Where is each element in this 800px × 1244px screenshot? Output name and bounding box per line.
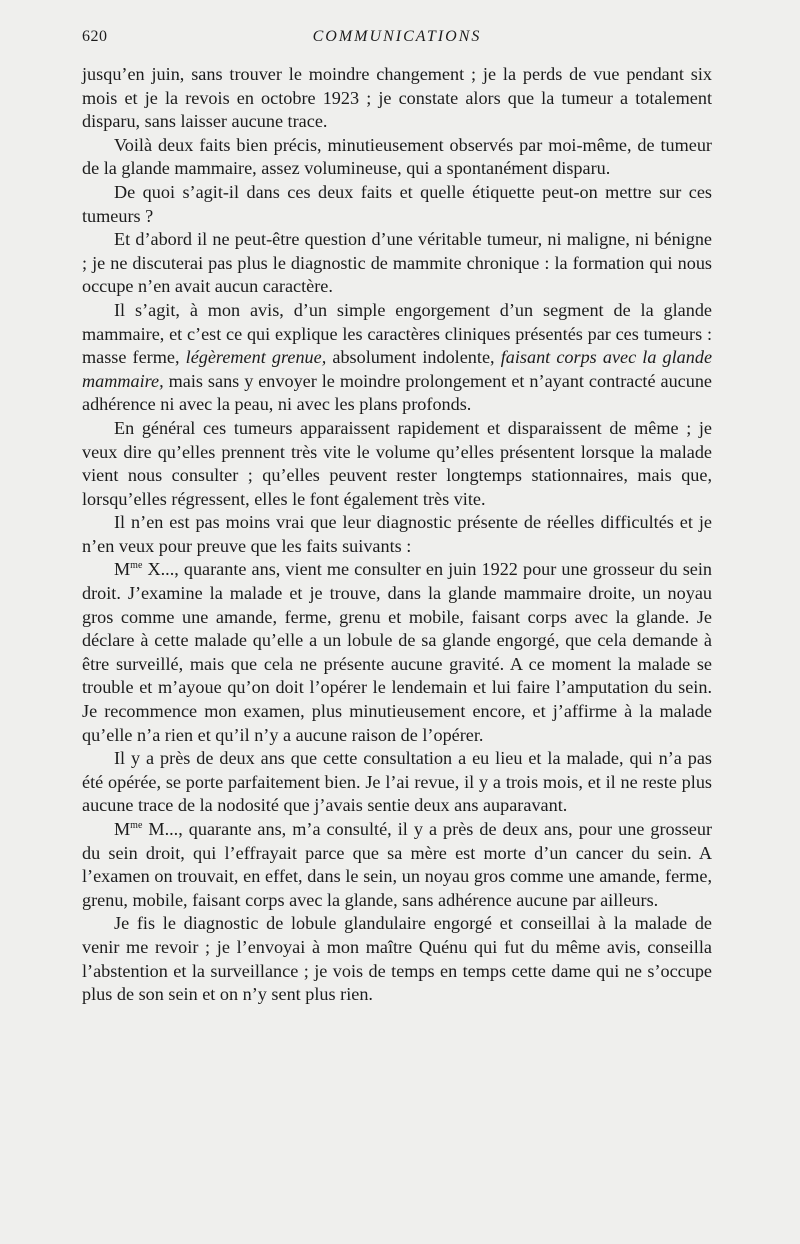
paragraph bbox=[82, 558, 712, 747]
paragraph: Il y a près de deux ans que cette consultation a eu lieu et la malade, qui n’a pas été opérée, se porte parfaitement bien. Je l’ai revue, il y a trois mois, et il ne reste plus aucune trace de la nodosité que j’avais sentie deux ans auparavant. bbox=[82, 748, 712, 816]
honorific-superscript: me bbox=[130, 560, 143, 572]
paragraph: Il n’en est pas moins vrai que leur diagnostic présente de réelles difficultés et je n’en veux pour preuve que les faits suivants : bbox=[82, 512, 712, 556]
paragraph-text: mais sans y envoyer le moindre prolongement et n’ayant contracté aucune adhérence ni avec la peau, ni avec les plans profonds. bbox=[82, 370, 712, 415]
running-title: COMMUNICATIONS bbox=[312, 28, 482, 45]
paragraph-text: absolument indolente, bbox=[332, 347, 495, 368]
italic-phrase: faisant corps avec la glande mammaire, bbox=[82, 347, 713, 391]
honorific-superscript: me bbox=[130, 820, 143, 831]
paragraph-text: Il s’agit, à mon avis, d’un simple engorgement d’un segment de la glande mammaire, et c’est ce qui explique les caractères cliniques présentés par ces tumeurs : masse ferme, bbox=[82, 299, 712, 368]
paragraph bbox=[82, 818, 712, 912]
paragraph: En général ces tumeurs apparaissent rapidement et disparaissent de même ; je veux dire qu’elles prennent très vite le volume qu’elles présentent lorsque la malade vient nous consulter ; qu’elles peuvent rester longtemps stationnaires, mais que, lorsqu’elles régressent, elles le font également très vite. bbox=[82, 417, 712, 509]
honorific: M bbox=[114, 559, 131, 580]
paragraph-text: X..., quarante ans, vient me consulter en juin 1922 pour une grosseur du sein droit. J’examine la malade et je trouve, dans la glande mammaire droite, un noyau gros comme une amande, ferme, grenu et mobile, faisant corps avec la glande. Je déclare à cette malade qu’elle a un lobule de sa glande engorgé, que cela demande à être surveillé, mais que cela ne présente aucune gravité. A ce moment la malade se trouble et m’ayoue qu’on doit l’opérer le lendemain et lui faire l’amputation du sein. Je recommence mon examen, plus minutieusement encore, et j’affirme à la malade qu’elle n’a rien et qu’il n’y a aucune raison de l’opérer. bbox=[82, 559, 712, 745]
page-header bbox=[82, 22, 712, 50]
paragraph: Voilà deux faits bien précis, minutieusement observés par moi-même, de tumeur de la glande mammaire, assez volumineuse, qui a spontanément disparu. bbox=[82, 134, 712, 179]
paragraph: De quoi s’agit-il dans ces deux faits et quelle étiquette peut-on mettre sur ces tumeurs ? bbox=[82, 181, 712, 226]
paragraph: jusqu’en juin, sans trouver le moindre changement ; je la perds de vue pendant six mois et je la revois en octobre 1923 ; je constate alors que la tumeur a totalement disparu, sans laisser aucune trace. bbox=[82, 64, 712, 132]
body-text bbox=[82, 63, 712, 1007]
paragraph: Je fis le diagnostic de lobule glandulaire engorgé et conseillai à la malade de venir me revoir ; je l’envoyai à mon maître Quénu qui fut du même avis, conseilla l’abstention et la surveillance ; je vois de temps en temps cette dame qui ne s’occupe plus de son sein et on n’y sent plus rien. bbox=[82, 913, 712, 1005]
paragraph: Et d’abord il ne peut-être question d’une véritable tumeur, ni maligne, ni bénigne ; je ne discuterai pas plus le diagnostic de mammite chronique : la formation qui nous occupe n’en avait aucun caractère. bbox=[82, 229, 712, 297]
honorific: M bbox=[114, 819, 131, 839]
page-number: 620 bbox=[82, 28, 108, 45]
italic-phrase: légèrement grenue, bbox=[185, 347, 327, 368]
paragraph bbox=[82, 299, 712, 417]
paragraph-text: M..., quarante ans, m’a consulté, il y a près de deux ans, pour une grosseur du sein droit, qui l’effrayait parce que sa mère est morte d’un cancer du sein. A l’examen on trouvait, en effet, dans le sein, un noyau gros comme une amande, ferme, grenu, mobile, faisant corps avec la glande, sans adhérence aucune par ailleurs. bbox=[82, 819, 713, 910]
